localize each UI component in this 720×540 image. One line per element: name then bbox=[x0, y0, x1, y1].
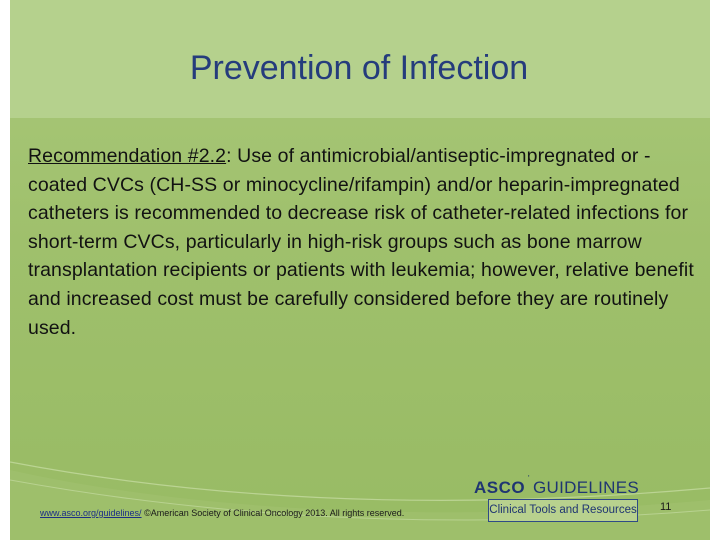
page-title: Prevention of Infection bbox=[189, 49, 529, 87]
logo-mark-icon: ' bbox=[528, 474, 530, 483]
recommendation-text: : Use of antimicrobial/antiseptic-impregnated or -coated CVCs (CH-SS or minocycline/rifampin) and/or heparin-impregnated catheters is recommended to decrease risk of catheter-related infections for short-term CVCs, particularly in high-risk groups such as bone marrow transplantation recipients or patients with leukemia; however, relative benefit and increased cost must be carefully considered before they are routinely used. bbox=[28, 145, 694, 339]
page-number: 11 bbox=[660, 501, 672, 513]
copyright-text: ©American Society of Clinical Oncology 2013. All rights reserved. bbox=[141, 508, 405, 518]
footer-credits bbox=[40, 508, 404, 518]
logo-guidelines-text: GUIDELINES bbox=[533, 478, 639, 497]
logo-asco-text: ASCO bbox=[474, 478, 526, 497]
logo-tagline: Clinical Tools and Resources bbox=[488, 499, 638, 522]
recommendation-paragraph bbox=[28, 142, 696, 342]
recommendation-label: Recommendation #2.2 bbox=[28, 145, 227, 167]
asco-guidelines-logo bbox=[466, 472, 646, 522]
guidelines-link[interactable]: www.asco.org/guidelines/ bbox=[40, 508, 142, 518]
